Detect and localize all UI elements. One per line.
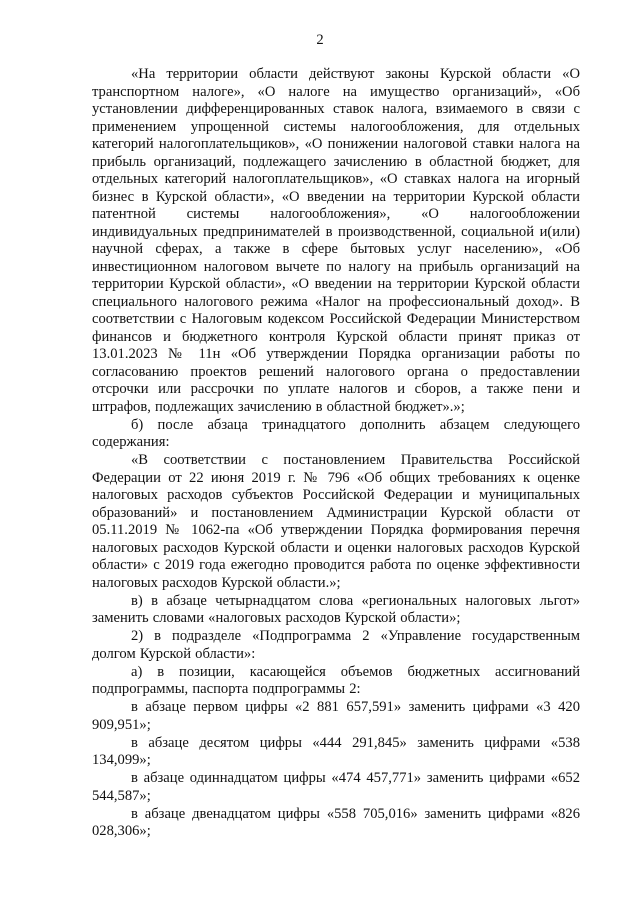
paragraph-amendment-a: а) в позиции, касающейся объемов бюджетных ассигнований подпрограммы, паспорта подпрограммы 2: <box>92 663 580 697</box>
paragraph-tenth-figures: в абзаце десятом цифры «444 291,845» заменить цифрами «538 134,099»; <box>92 734 580 768</box>
paragraph-twelfth-figures: в абзаце двенадцатом цифры «558 705,016» заменить цифрами «826 028,306»; <box>92 805 580 839</box>
paragraph-first-figures: в абзаце первом цифры «2 881 657,591» заменить цифрами «3 420 909,951»; <box>92 699 580 733</box>
paragraph-tax-laws: «На территории области действуют законы Курской области «О транспортном налоге», «О налоге на имущество организаций», «Об установлении дифференцированных ставок налога, взимаемого в связи с применением упрощенной системы налогообложения, для отдельных категорий налогоплательщиков», «О понижении налоговой ставки налога на прибыль организаций, подлежащего зачислению в областной бюджет, для отдельных категорий налогоплательщиков», «О ставках налога на игорный бизнес в Курской области», «О введении на территории Курской области патентной системы налогообложения», «О налогообложении индивидуальных предпринимателей в производственной, социальной и(или) научной сферах, а также в сфере бытовых услуг населению», «Об инвестиционном налоговом вычете по налогу на прибыль организаций на территории Курской области», «О введении на территории Курской области специального налогового режима «Налог на профессиональный доход». В соответствии с Налоговым кодексом Российской Федерации Министерством финансов и бюджетного контроля Курской области принят приказ от 13.01.2023 № 11н «Об утверждении Порядка организации работы по согласованию проектов решений налогового органа о предоставлении отсрочки или рассрочки по уплате налогов и сборов, а также пени и штрафов, подлежащих зачислению в областной бюджет».»; <box>92 66 580 415</box>
document-body <box>92 66 580 841</box>
paragraph-subprogram-2: 2) в подразделе «Подпрограмма 2 «Управление государственным долгом Курской области»: <box>92 628 580 662</box>
paragraph-eleventh-figures: в абзаце одиннадцатом цифры «474 457,771» заменить цифрами «652 544,587»; <box>92 770 580 804</box>
page-number: 2 <box>316 32 324 48</box>
paragraph-tax-expenditure-assessment: «В соответствии с постановлением Правительства Российской Федерации от 22 июня 2019 г. № 796 «Об общих требованиях к оценке налоговых расходов субъектов Российской Федерации и муниципальных образований» и постановлением Администрации Курской области от 05.11.2019 № 1062-па «Об утверждении Порядка формирования перечня налоговых расходов Курской области и оценки налоговых расходов Курской области» с 2019 года ежегодно проводится работа по оценке эффективности налоговых расходов Курской области.»; <box>92 452 580 591</box>
paragraph-amendment-b: б) после абзаца тринадцатого дополнить абзацем следующего содержания: <box>92 416 580 450</box>
paragraph-amendment-v: в) в абзаце четырнадцатом слова «региональных налоговых льгот» заменить словами «налоговых расходов Курской области»; <box>92 592 580 626</box>
